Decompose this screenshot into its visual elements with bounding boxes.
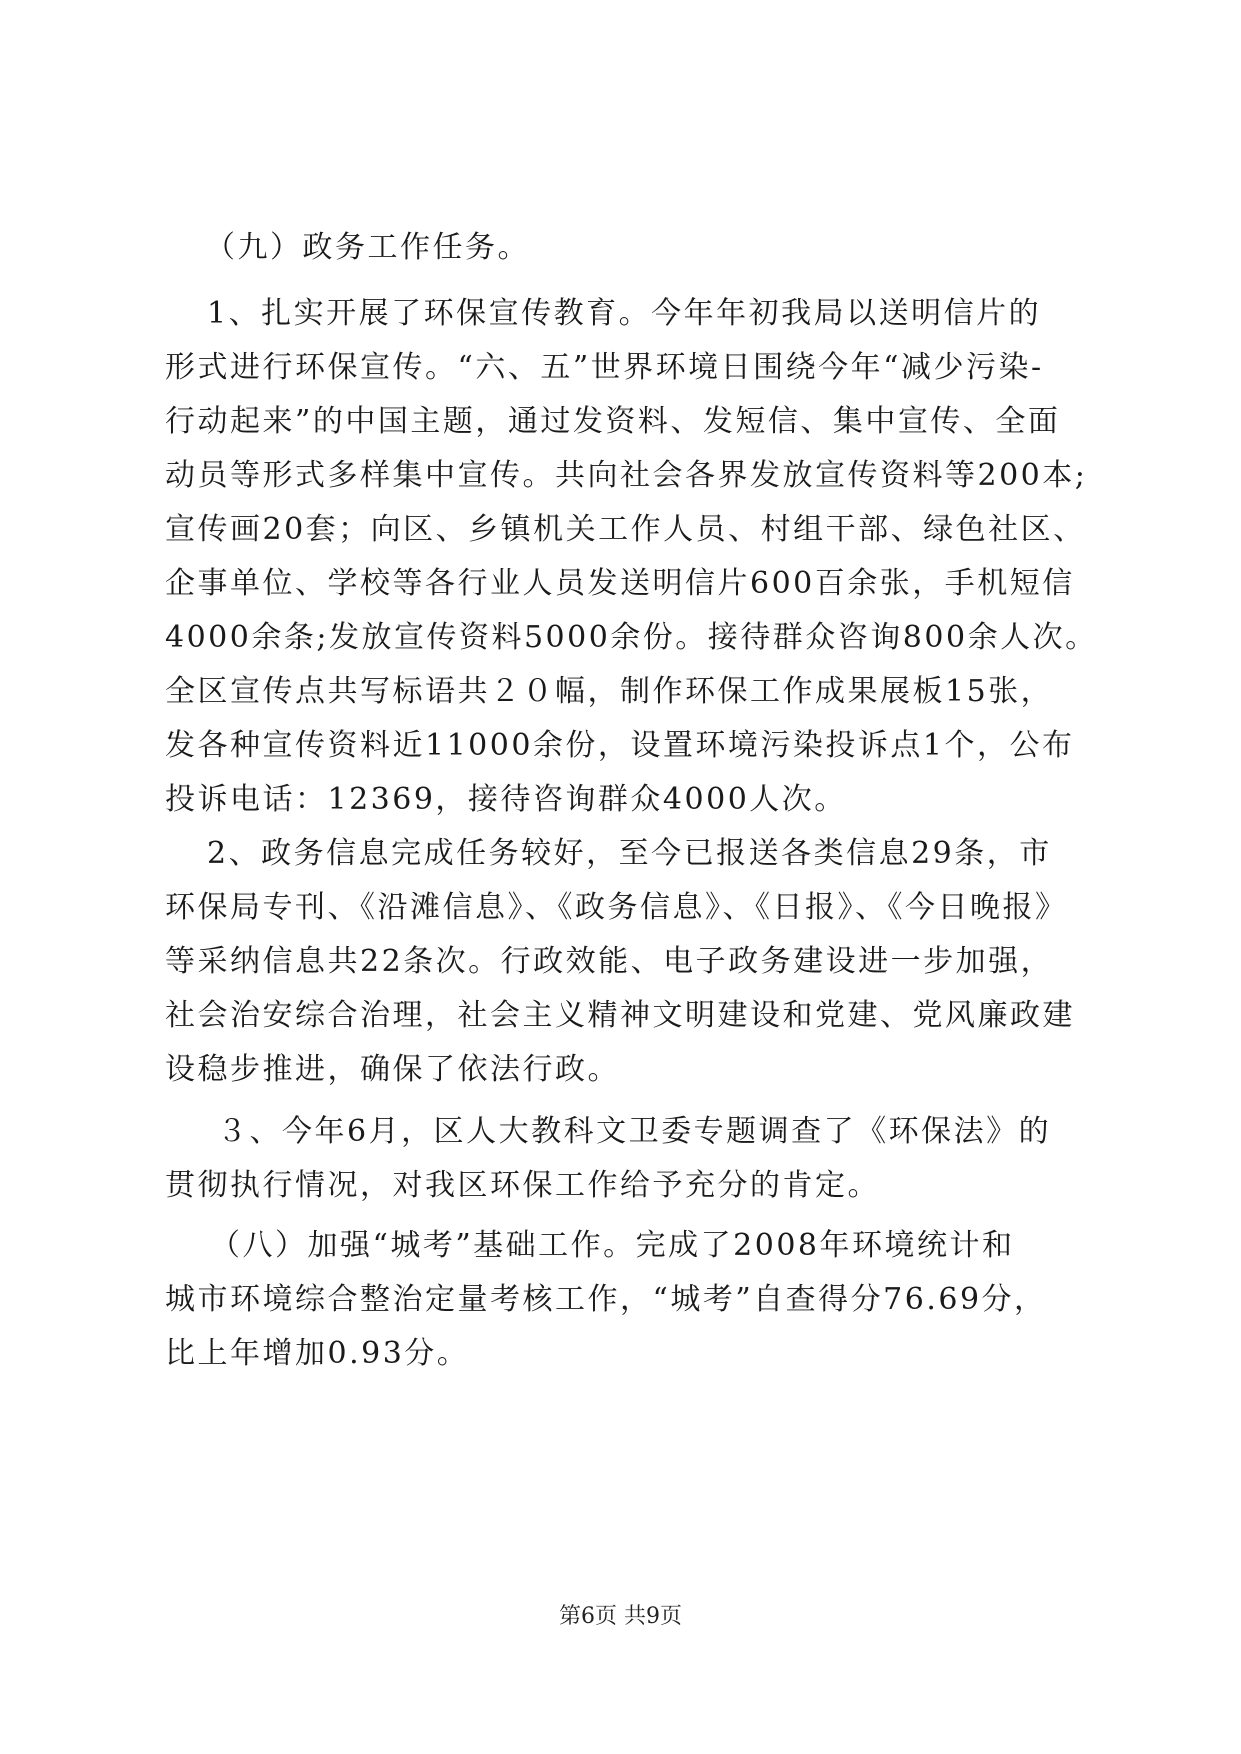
page-number-footer: 第6页 共9页 <box>559 1604 682 1629</box>
paragraph-line: 宣传画20套；向区、乡镇机关工作人员、村组干部、绿色社区、 <box>165 512 1086 547</box>
section-heading-eight: （八）加强“城考”基础工作。完成了2008年环境统计和 <box>210 1228 1015 1263</box>
paragraph-line: 社会治安综合治理，社会主义精神文明建设和党建、党风廉政建 <box>165 998 1075 1033</box>
paragraph-line: 比上年增加0.93分。 <box>165 1336 470 1371</box>
paragraph-line: 2、政务信息完成任务较好，至今已报送各类信息29条，市 <box>207 836 1052 871</box>
paragraph-line: 企事单位、学校等各行业人员发送明信片600百余张，手机短信 <box>165 566 1075 601</box>
paragraph-line: 1、扎实开展了环保宣传教育。今年年初我局以送明信片的 <box>207 296 1042 331</box>
paragraph-line: 动员等形式多样集中宣传。共向社会各界发放宣传资料等200本; <box>165 458 1088 493</box>
paragraph-line: 贯彻执行情况，对我区环保工作给予充分的肯定。 <box>165 1168 880 1203</box>
paragraph-line: 形式进行环保宣传。“六、五”世界环境日围绕今年“减少污染- <box>165 350 1044 385</box>
paragraph-line: 设稳步推进，确保了依法行政。 <box>165 1052 620 1087</box>
paragraph-line: 发各种宣传资料近11000余份，设置环境污染投诉点1个，公布 <box>165 728 1075 763</box>
section-heading-nine: （九）政务工作任务。 <box>205 230 530 265</box>
paragraph-line: 环保局专刊、《沿滩信息》、《政务信息》、《日报》、《今日晚报》 <box>165 890 1068 925</box>
paragraph-line: 等采纳信息共22条次。行政效能、电子政务建设进一步加强， <box>165 944 1054 979</box>
paragraph-line: 投诉电话：12369，接待咨询群众4000人次。 <box>165 782 847 817</box>
paragraph-line: ３、今年6月，区人大教科文卫委专题调查了《环保法》的 <box>217 1114 1052 1149</box>
paragraph-line: 行动起来”的中国主题，通过发资料、发短信、集中宣传、全面 <box>165 404 1061 439</box>
paragraph-line: 4000余条;发放宣传资料5000余份。接待群众咨询800余人次。 <box>165 620 1098 655</box>
paragraph-line: 全区宣传点共写标语共２０幅，制作环保工作成果展板15张， <box>165 674 1054 709</box>
paragraph-line: 城市环境综合整治定量考核工作，“城考”自查得分76.69分， <box>165 1282 1047 1317</box>
